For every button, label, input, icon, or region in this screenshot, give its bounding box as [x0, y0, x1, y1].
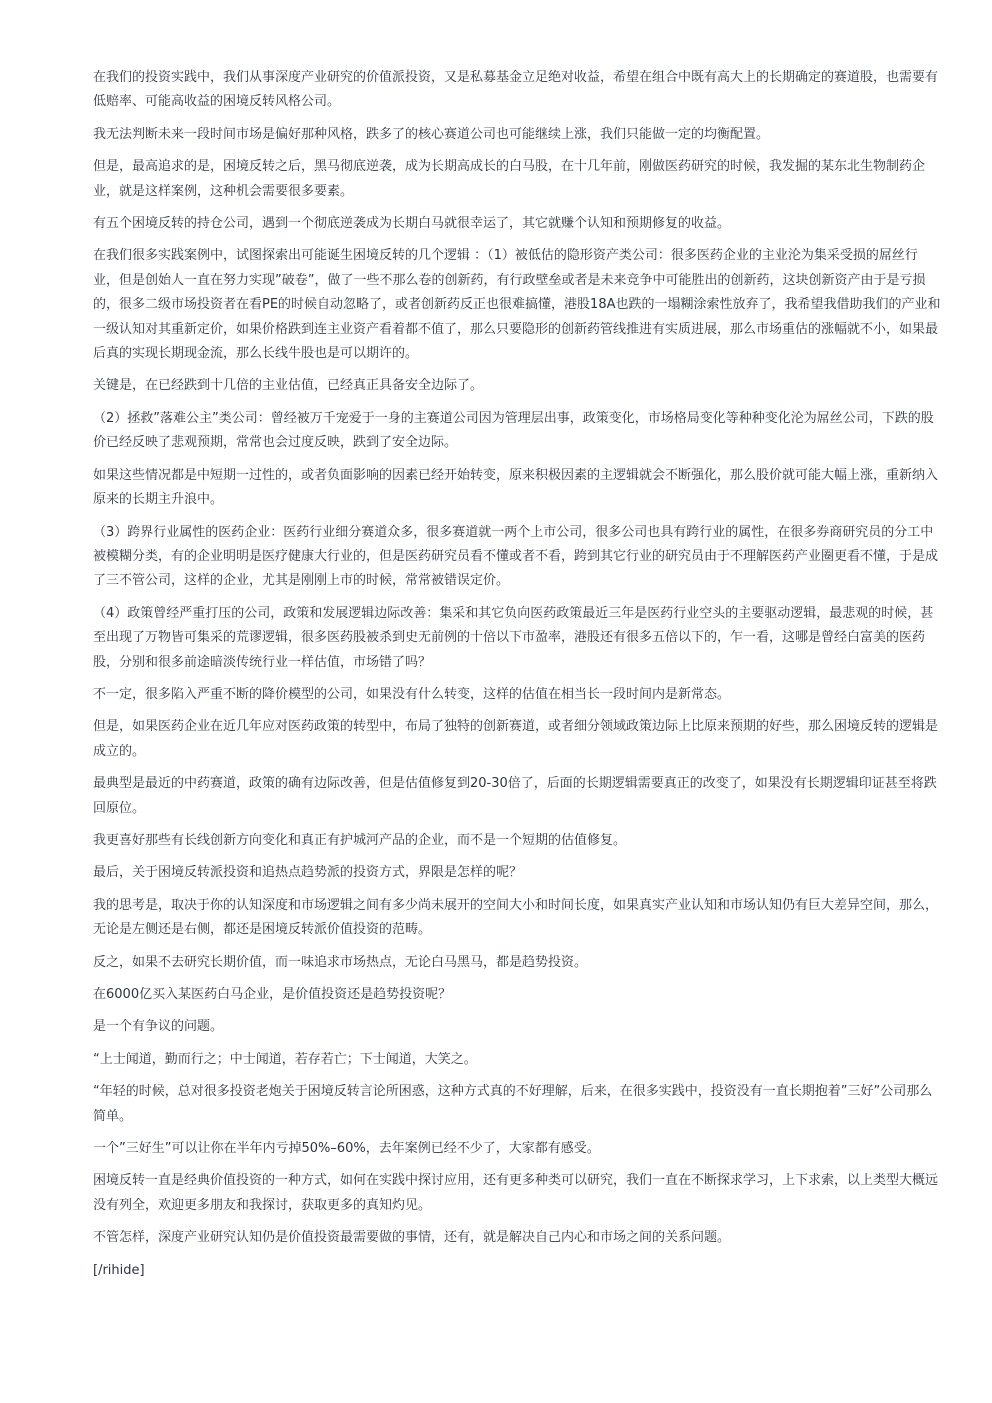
- paragraph: 我更喜好那些有长线创新方向变化和真正有护城河产品的企业，而不是一个短期的估值修复。: [93, 832, 627, 848]
- closing-tag-text: [/rihide]: [93, 1262, 145, 1278]
- paragraph: “年轻的时候，总对很多投资老炮关于困境反转言论所困惑，这种方式真的不好理解，后来，在很多实践中，投资没有一直长期抱着”三好”公司那么简单。: [93, 1084, 933, 1124]
- paragraph: 反之，如果不去研究长期价值，而一味追求市场热点，无论白马黑马，都是趋势投资。: [93, 954, 588, 970]
- paragraph: 在我们很多实践案例中，试图探索出可能诞生困境反转的几个逻辑 ：（1）被低估的隐形资产类公司：很多医药企业的主业沦为集采受损的屌丝行业，但是创始人一直在努力实现”破卷”，做了一些不那么卷的创新药，有行政壁垒或者是未来竞争中可能胜出的创新药，这块创新资产由于是亏损的，很多二级市场投资者在看PE的时候自动忽略了，或者创新药反正也很难搞懂，港股18A也跌的一塌糊涂索性放弃了，我希望我借助我们的产业和一级认知对其重新定价，如果价格跌到连主业资产看着都不值了，那么只要隐形的创新药管线推进有实质进展，那么市场重估的涨幅就不小，如果最后真的实现长期现金流，那么长线牛股也是可以期许的。: [93, 248, 941, 362]
- paragraph: （3）跨界行业属性的医药企业：医药行业细分赛道众多，很多赛道就一两个上市公司，很多公司也具有跨行业的属性，在很多券商研究员的分工中被模糊分类，有的企业明明是医疗健康大行业的，但是医药研究员看不懂或者不看，跨到其它行业的研究员由于不理解医药产业圈更看不懂，于是成了三不管公司，这样的企业，尤其是刚刚上市的时候，常常被错误定价。: [93, 524, 939, 589]
- article-body: [93, 66, 942, 1283]
- paragraph: 有五个困境反转的持仓公司，遇到一个彻底逆袭成为长期白马就很幸运了，其它就赚个认知和预期修复的收益。: [93, 216, 731, 232]
- paragraph: 关键是，在已经跌到十几倍的主业估值，已经真正具备安全边际了。: [93, 378, 484, 394]
- paragraph: 我无法判断未来一段时间市场是偏好那种风格，跌多了的核心赛道公司也可能继续上涨，我们只能做一定的均衡配置。: [93, 126, 770, 142]
- paragraph: 一个”三好生”可以让你在半年内亏掉50%–60%，去年案例已经不少了，大家都有感受。: [93, 1141, 600, 1157]
- paragraph: 但是，最高追求的是，困境反转之后，黑马彻底逆袭，成为长期高成长的白马股，在十几年前，刚做医药研究的时候，我发掘的某东北生物制药企业，就是这样案例，这种机会需要很多要素。: [93, 159, 926, 199]
- paragraph: 最后，关于困境反转派投资和追热点趋势派的投资方式，界限是怎样的呢？: [93, 865, 523, 881]
- paragraph: 不管怎样，深度产业研究认知仍是价值投资最需要做的事情，还有，就是解决自己内心和市场之间的关系问题。: [93, 1230, 731, 1246]
- paragraph: 是一个有争议的问题。: [93, 1019, 224, 1035]
- paragraph: （2）拯救”落难公主”类公司：曾经被万千宠爱于一身的主赛道公司因为管理层出事，政策变化，市场格局变化等种种变化沦为屌丝公司，下跌的股价已经反映了悲观预期，常常也会过度反映，跌到了安全边际。: [93, 410, 934, 451]
- paragraph: 我的思考是，取决于你的认知深度和市场逻辑之间有多少尚未展开的空间大小和时间长度，如果真实产业认知和市场认知仍有巨大差异空间，那么，无论是左侧还是右侧，都还是困境反转派价值投资的范畴。: [93, 897, 939, 938]
- paragraph: （4）政策曾经严重打压的公司，政策和发展逻辑边际改善：集采和其它负向医药政策最近三年是医药行业空头的主要驱动逻辑，最悲观的时候，甚至出现了万物皆可集采的荒谬逻辑，很多医药股被杀到史无前例的十倍以下市盈率，港股还有很多五倍以下的，乍一看，这哪是曾经白富美的医药股，分别和很多前途暗淡传统行业一样估值，市场错了吗？: [93, 605, 934, 670]
- paragraph: 如果这些情况都是中短期一过性的，或者负面影响的因素已经开始转变，原来积极因素的主逻辑就会不断强化，那么股价就可能大幅上涨，重新纳入原来的长期主升浪中。: [93, 467, 939, 508]
- paragraph: 在6000亿买入某医药白马企业，是价值投资还是趋势投资呢？: [93, 987, 452, 1002]
- paragraph: 最典型是最近的中药赛道，政策的确有边际改善，但是估值修复到20-30倍了，后面的长期逻辑需要真正的改变了，如果没有长期逻辑印证甚至将跌回原位。: [93, 776, 937, 816]
- paragraph: 不一定，很多陷入严重不断的降价模型的公司，如果没有什么转变，这样的估值在相当长一段时间内是新常态。: [93, 686, 731, 702]
- paragraph: 困境反转一直是经典价值投资的一种方式，如何在实践中探讨应用，还有更多种类可以研究，我们一直在不断探求学习，上下求索，以上类型大概远没有列全，欢迎更多朋友和我探讨，获取更多的真知灼见。: [93, 1173, 939, 1213]
- paragraph: 在我们的投资实践中，我们从事深度产业研究的价值派投资，又是私募基金立足绝对收益，希望在组合中既有高大上的长期确定的赛道股，也需要有低赔率、可能高收益的困境反转风格公司。: [93, 70, 939, 110]
- paragraph: 但是，如果医药企业在近几年应对医药政策的转型中，布局了独特的创新赛道，或者细分领域政策边际上比原来预期的好些，那么困境反转的逻辑是成立的。: [93, 719, 939, 759]
- paragraph: “上士闻道，勤而行之；中士闻道，若存若亡；下士闻道，大笑之。: [93, 1051, 477, 1067]
